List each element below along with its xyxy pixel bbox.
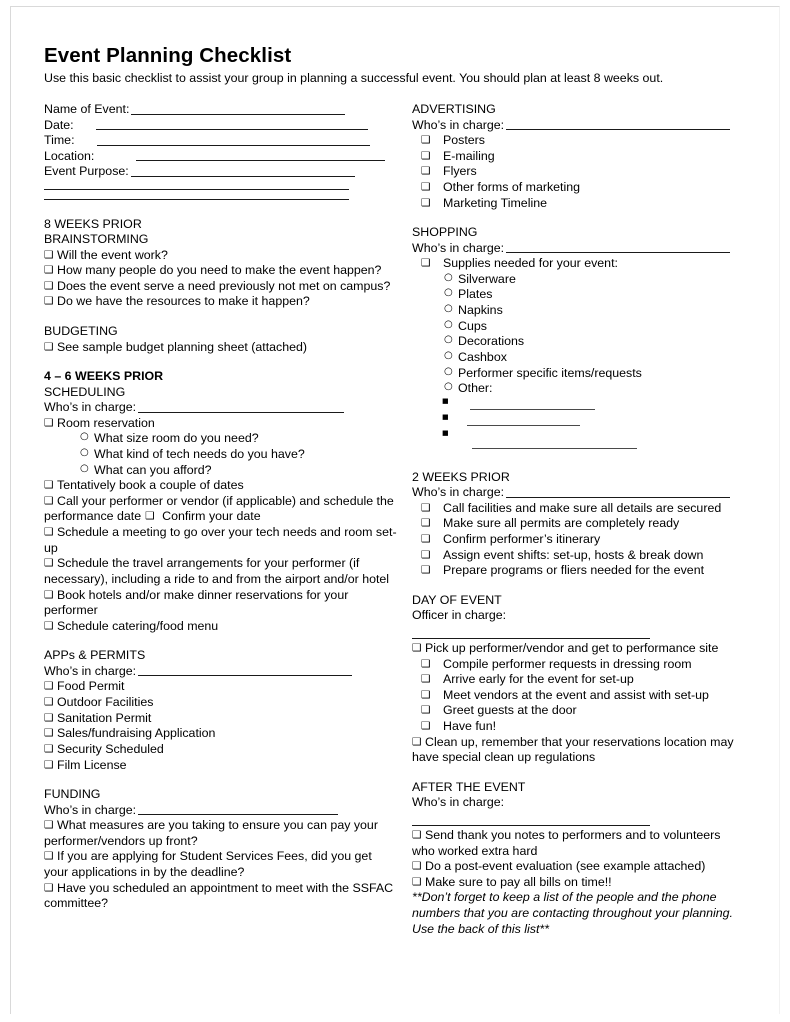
- checklist-item-label: Make sure to pay all bills on time!!: [425, 874, 612, 889]
- checkbox-icon[interactable]: [44, 250, 57, 261]
- checklist-item-label: Food Permit: [57, 679, 125, 694]
- checklist-item[interactable]: [44, 525, 399, 556]
- checklist-item[interactable]: [44, 881, 399, 912]
- section-advertising: [412, 102, 742, 211]
- circle-bullet-icon: [444, 287, 453, 300]
- field-whos-in-charge-scheduling[interactable]: [44, 400, 399, 416]
- checklist-item[interactable]: [412, 548, 742, 564]
- checkbox-icon[interactable]: [412, 674, 443, 685]
- checklist-item-label: Greet guests at the door: [443, 703, 577, 718]
- checkbox-icon[interactable]: [44, 281, 57, 292]
- checkbox-icon[interactable]: [412, 258, 443, 269]
- field-label: Who’s in charge:: [412, 485, 505, 500]
- checklist-item-label: Does the event serve a need previously not met on campus?: [57, 278, 391, 293]
- section-budgeting: [44, 324, 399, 355]
- field-rule[interactable]: [136, 160, 385, 161]
- checkbox-icon[interactable]: [141, 511, 162, 522]
- checklist-item-label: Confirm your date: [162, 509, 261, 524]
- checklist-item[interactable]: [412, 164, 742, 180]
- checklist-item[interactable]: [44, 279, 399, 295]
- checklist-item-combined[interactable]: [44, 494, 399, 525]
- checklist-item-label: What measures are you taking to ensure you can pay your performer/vendors up front?: [44, 818, 378, 848]
- checkbox-icon[interactable]: [412, 151, 443, 162]
- footnote-reminder: **Don’t forget to keep a list of the people and the phone numbers that you are contacting throughout your planning. Use the back of this list**: [412, 890, 733, 937]
- blank-supply-entry[interactable]: [412, 429, 742, 447]
- page-subtitle: Use this basic checklist to assist your group in planning a successful event. You should plan at least 8 weeks out.: [44, 70, 664, 85]
- circle-bullet-icon: [444, 350, 453, 363]
- section-8-weeks-prior: [44, 217, 399, 311]
- sub-list-item-label: Silverware: [458, 271, 516, 286]
- officer-in-charge-rule[interactable]: [412, 638, 650, 639]
- field-whos-in-charge-funding[interactable]: [44, 803, 399, 819]
- checkbox-icon[interactable]: [412, 534, 443, 545]
- sub-list-item[interactable]: [44, 431, 399, 447]
- section-heading: AFTER THE EVENT: [412, 779, 526, 794]
- checklist-item[interactable]: [44, 588, 399, 619]
- checkbox-icon[interactable]: [44, 697, 57, 708]
- checklist-item[interactable]: [412, 875, 742, 891]
- circle-bullet-icon: [444, 272, 453, 285]
- field-rule[interactable]: [96, 129, 368, 130]
- two-column-layout: [44, 102, 744, 938]
- checklist-item[interactable]: [412, 180, 742, 196]
- checklist-item[interactable]: [412, 256, 742, 272]
- checklist-item-label: Other forms of marketing: [443, 179, 581, 194]
- checklist-item[interactable]: [44, 726, 399, 742]
- checklist-item-label: Schedule a meeting to go over your tech needs and room set-up: [44, 525, 397, 555]
- checklist-item[interactable]: [44, 758, 399, 774]
- field-label: Who’s in charge:: [412, 117, 505, 132]
- section-heading: 4 – 6 WEEKS PRIOR: [44, 369, 164, 384]
- right-column: [412, 102, 742, 938]
- sub-list-item-label: Cups: [458, 318, 487, 333]
- field-whos-in-charge-2-weeks[interactable]: [412, 485, 742, 501]
- checklist-item[interactable]: [412, 641, 742, 657]
- checkbox-icon[interactable]: [44, 728, 57, 739]
- sub-list-item-label: Decorations: [458, 334, 525, 349]
- checklist-item[interactable]: [44, 340, 399, 356]
- field-rule[interactable]: [506, 129, 730, 130]
- checkbox-icon[interactable]: [44, 820, 57, 831]
- circle-bullet-icon: [80, 431, 89, 444]
- checklist-item-label: Tentatively book a couple of dates: [57, 478, 244, 493]
- field-label: Who’s in charge:: [44, 802, 137, 817]
- blank-write-line[interactable]: [467, 425, 580, 426]
- checklist-item-label: Do a post-event evaluation (see example attached): [425, 859, 706, 874]
- checkbox-icon[interactable]: [44, 342, 57, 353]
- field-whos-in-charge-shopping[interactable]: [412, 241, 742, 257]
- sub-list-item-label: Plates: [458, 287, 493, 302]
- checklist-item-label: Meet vendors at the event and assist with set-up: [443, 687, 709, 702]
- field-whos-in-charge-advertising[interactable]: [412, 118, 742, 134]
- square-bullet-icon: [442, 398, 449, 405]
- checkbox-icon[interactable]: [44, 590, 57, 601]
- checklist-item[interactable]: [412, 688, 742, 704]
- circle-bullet-icon: [444, 303, 453, 316]
- checkbox-icon[interactable]: [412, 550, 443, 561]
- field-label: Event Purpose:: [44, 164, 129, 179]
- section-heading: 2 WEEKS PRIOR: [412, 469, 510, 484]
- checkbox-icon[interactable]: [44, 527, 57, 538]
- checkbox-icon[interactable]: [412, 503, 443, 514]
- left-column: [44, 102, 399, 912]
- checklist-item[interactable]: [44, 248, 399, 264]
- checklist-item-label: Arrive early for the event for set-up: [443, 672, 634, 687]
- sub-list-item[interactable]: [44, 463, 399, 479]
- section-subheading: APPs & PERMITS: [44, 648, 146, 663]
- section-subheading: FUNDING: [44, 787, 101, 802]
- checkbox-icon[interactable]: [412, 135, 443, 146]
- section-heading: 8 WEEKS PRIOR: [44, 216, 142, 231]
- checklist-item-label: E-mailing: [443, 148, 495, 163]
- checkbox-icon[interactable]: [44, 851, 57, 862]
- checkbox-icon[interactable]: [44, 496, 57, 507]
- checklist-item-label: Pick up performer/vendor and get to performance site: [425, 640, 719, 655]
- field-label: Who’s in charge:: [44, 663, 137, 678]
- square-bullet-icon: [442, 414, 449, 421]
- section-subheading: SHOPPING: [412, 225, 478, 240]
- field-rule[interactable]: [138, 814, 338, 815]
- checklist-item-label: Make sure all permits are completely ready: [443, 516, 680, 531]
- blank-write-line[interactable]: [44, 189, 349, 190]
- section-day-of-event: [412, 593, 742, 766]
- checklist-item-label: Do we have the resources to make it happen?: [57, 294, 310, 309]
- checklist-item[interactable]: [44, 849, 399, 880]
- checklist-item-label: Compile performer requests in dressing room: [443, 656, 692, 671]
- checklist-item[interactable]: [44, 711, 399, 727]
- checkbox-icon[interactable]: [412, 861, 425, 872]
- sub-list-item-label: What kind of tech needs do you have?: [94, 446, 305, 461]
- checklist-item[interactable]: [412, 532, 742, 548]
- checkbox-icon[interactable]: [44, 681, 57, 692]
- checkbox-icon[interactable]: [44, 760, 57, 771]
- checklist-item-label: Supplies needed for your event:: [443, 256, 618, 271]
- checklist-item-label: Schedule the travel arrangements for your performer (if necessary), including a ride to and from the airport and/or hotel: [44, 556, 390, 586]
- field-time[interactable]: [44, 133, 399, 149]
- blank-write-line[interactable]: [470, 409, 595, 410]
- checkbox-icon[interactable]: [412, 690, 443, 701]
- checklist-item[interactable]: [412, 735, 742, 766]
- field-label: Time:: [44, 133, 75, 148]
- checklist-item[interactable]: [412, 828, 742, 859]
- checkbox-icon[interactable]: [412, 830, 425, 841]
- blank-write-line[interactable]: [472, 448, 637, 449]
- circle-bullet-icon: [80, 447, 89, 460]
- field-event-purpose[interactable]: [44, 164, 399, 180]
- section-heading: DAY OF EVENT: [412, 592, 502, 607]
- blank-supply-entry[interactable]: [412, 397, 742, 413]
- checkbox-icon[interactable]: [412, 705, 443, 716]
- checklist-item[interactable]: [412, 719, 742, 735]
- checklist-item[interactable]: [44, 679, 399, 695]
- sub-list-item[interactable]: [412, 350, 742, 366]
- checklist-item[interactable]: [44, 556, 399, 587]
- checklist-item-label: Prepare programs or fliers needed for the event: [443, 563, 705, 578]
- sub-list-item[interactable]: [44, 447, 399, 463]
- checkbox-icon[interactable]: [44, 418, 57, 429]
- sub-list-item-label: What size room do you need?: [94, 431, 259, 446]
- checklist-item-label: Sanitation Permit: [57, 710, 152, 725]
- sub-list-item-label: What can you afford?: [94, 462, 212, 477]
- checklist-item-label: Clean up, remember that your reservations location may have special clean up regulations: [412, 734, 734, 765]
- checklist-item[interactable]: [412, 657, 742, 673]
- circle-bullet-icon: [444, 366, 453, 379]
- event-info-block: [44, 102, 399, 200]
- checklist-item-label: Will the event work?: [57, 247, 168, 262]
- checklist-item-label: Marketing Timeline: [443, 195, 547, 210]
- checklist-item-label: How many people do you need to make the event happen?: [57, 263, 382, 278]
- checklist-item-label: If you are applying for Student Services Fees, did you get your applications in by the deadline?: [44, 849, 372, 880]
- checklist-item-label: Have fun!: [443, 719, 497, 734]
- field-whos-in-charge-permits[interactable]: [44, 664, 399, 680]
- checkbox-icon[interactable]: [412, 565, 443, 576]
- checklist-item-label: Book hotels and/or make dinner reservations for your performer: [44, 587, 349, 618]
- checklist-item-label: Sales/fundraising Application: [57, 726, 216, 741]
- checklist-item[interactable]: [44, 294, 399, 310]
- field-label: Location:: [44, 148, 95, 163]
- checklist-item[interactable]: [44, 619, 399, 635]
- sub-list-item[interactable]: [412, 272, 742, 288]
- sub-list-item[interactable]: [412, 319, 742, 335]
- blank-supply-entry-last[interactable]: [412, 447, 742, 459]
- field-rule[interactable]: [506, 252, 730, 253]
- page-title: Event Planning Checklist: [44, 44, 292, 67]
- checklist-item[interactable]: [44, 478, 399, 494]
- checklist-item-label: Send thank you notes to performers and to volunteers who worked extra hard: [412, 827, 721, 858]
- field-rule[interactable]: [131, 114, 345, 115]
- section-2-weeks-prior: [412, 470, 742, 579]
- checklist-item-label: Call facilities and make sure all details are secured: [443, 500, 722, 515]
- section-shopping: [412, 225, 742, 459]
- checklist-item[interactable]: [412, 703, 742, 719]
- checklist-item[interactable]: [412, 563, 742, 579]
- checklist-item-label: Flyers: [443, 164, 477, 179]
- checklist-item[interactable]: [412, 149, 742, 165]
- field-label: Name of Event:: [44, 102, 130, 117]
- section-funding: [44, 787, 399, 912]
- sub-list-item[interactable]: [412, 366, 742, 382]
- field-rule[interactable]: [506, 497, 730, 498]
- section-apps-permits: [44, 648, 399, 773]
- checkbox-icon[interactable]: [412, 182, 443, 193]
- field-rule[interactable]: [138, 412, 344, 413]
- checklist-item-label: Room reservation: [57, 415, 155, 430]
- circle-bullet-icon: [444, 319, 453, 332]
- checkbox-icon[interactable]: [412, 643, 425, 654]
- field-label-whos-in-charge-after: Who’s in charge:: [412, 795, 505, 810]
- checklist-item[interactable]: [44, 742, 399, 758]
- checklist-item[interactable]: [44, 818, 399, 849]
- checkbox-icon[interactable]: [412, 659, 443, 670]
- sub-list-item[interactable]: [412, 303, 742, 319]
- sub-list-item[interactable]: [412, 381, 742, 397]
- field-rule[interactable]: [97, 145, 370, 146]
- checklist-item[interactable]: [412, 516, 742, 532]
- section-4-6-weeks-prior: [44, 369, 399, 634]
- checkbox-icon[interactable]: [412, 737, 425, 748]
- checklist-item-label: Outdoor Facilities: [57, 695, 154, 710]
- sub-list-item[interactable]: [412, 287, 742, 303]
- sub-list-item[interactable]: [412, 334, 742, 350]
- checkbox-icon[interactable]: [44, 558, 57, 569]
- checkbox-icon[interactable]: [44, 265, 57, 276]
- checklist-item-label: Schedule catering/food menu: [57, 618, 219, 633]
- field-label: Who’s in charge:: [412, 240, 505, 255]
- checklist-item[interactable]: [412, 672, 742, 688]
- sub-list-item-label: Cashbox: [458, 349, 507, 364]
- checklist-item[interactable]: [44, 695, 399, 711]
- field-location[interactable]: [44, 149, 399, 165]
- checkbox-icon[interactable]: [44, 713, 57, 724]
- circle-bullet-icon: [80, 463, 89, 476]
- after-event-charge-rule[interactable]: [412, 825, 650, 826]
- blank-supply-entry[interactable]: [412, 413, 742, 429]
- square-bullet-icon: [442, 430, 449, 437]
- checkbox-icon[interactable]: [44, 621, 57, 632]
- checkbox-icon[interactable]: [44, 480, 57, 491]
- field-rule[interactable]: [138, 675, 352, 676]
- section-subheading: SCHEDULING: [44, 384, 126, 399]
- field-name-of-event[interactable]: [44, 102, 399, 118]
- checklist-item[interactable]: [412, 859, 742, 875]
- sub-list-item-label: Napkins: [458, 303, 503, 318]
- checklist-item-label: See sample budget planning sheet (attached): [57, 339, 308, 354]
- field-label: Who’s in charge:: [44, 400, 137, 415]
- field-label: Date:: [44, 117, 74, 132]
- field-label-officer-in-charge: Officer in charge:: [412, 608, 507, 623]
- checkbox-icon[interactable]: [44, 744, 57, 755]
- section-after-the-event: [412, 780, 742, 938]
- field-rule[interactable]: [131, 176, 355, 177]
- field-date[interactable]: [44, 118, 399, 134]
- checklist-item[interactable]: [44, 416, 399, 432]
- checkbox-icon[interactable]: [412, 877, 425, 888]
- checklist-item-label: Confirm performer’s itinerary: [443, 532, 601, 547]
- sub-list-item-label: Other:: [458, 381, 493, 396]
- section-subheading: ADVERTISING: [412, 102, 496, 117]
- section-subheading: BUDGETING: [44, 324, 118, 339]
- checkbox-icon[interactable]: [44, 296, 57, 307]
- checkbox-icon[interactable]: [412, 721, 443, 732]
- checklist-item-label: Have you scheduled an appointment to meet with the SSFAC committee?: [44, 880, 394, 911]
- checkbox-icon[interactable]: [44, 883, 57, 894]
- checkbox-icon[interactable]: [412, 166, 443, 177]
- checklist-item-label: Assign event shifts: set-up, hosts & break down: [443, 547, 704, 562]
- checklist-item[interactable]: [412, 501, 742, 517]
- checklist-item-label: Security Scheduled: [57, 741, 164, 756]
- document-content: [44, 44, 744, 938]
- checkbox-icon[interactable]: [412, 198, 443, 209]
- sub-list-item-label: Performer specific items/requests: [458, 365, 642, 380]
- checklist-item[interactable]: [412, 133, 742, 149]
- checklist-item-label: Posters: [443, 133, 486, 148]
- checklist-item[interactable]: [412, 196, 742, 212]
- checklist-item[interactable]: [44, 263, 399, 279]
- checklist-item-label: Call your performer or vendor (if applicable) and schedule the performance date: [44, 493, 394, 524]
- checkbox-icon[interactable]: [412, 518, 443, 529]
- circle-bullet-icon: [444, 381, 453, 394]
- circle-bullet-icon: [444, 334, 453, 347]
- checklist-item-label: Film License: [57, 757, 127, 772]
- section-subheading: BRAINSTORMING: [44, 232, 149, 247]
